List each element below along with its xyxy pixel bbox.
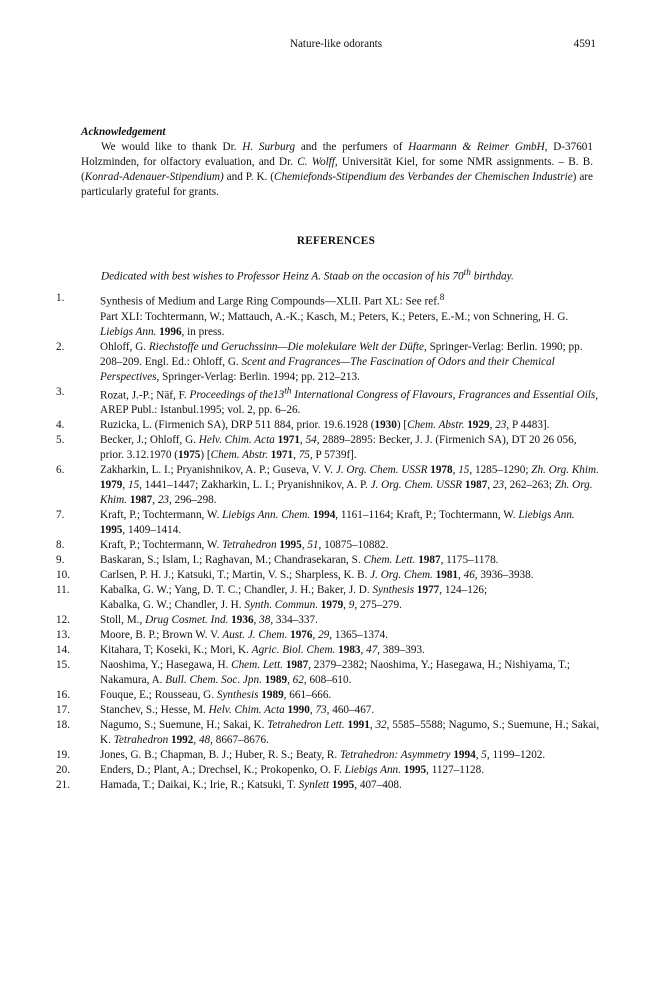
- reference-text: Hamada, T.; Daikai, K.; Irie, R.; Katsuki, T. Synlett 1995, 407–408.: [100, 779, 402, 792]
- acknowledgement-text: We would like to thank Dr. H. Surburg and the perfumers of Haarmann & Reimer GmbH, D-37601 Holzminden, for olfactory evaluation, and Dr. C. Wolff, Universität Kiel, for some NMR assignments. – B. B. (Konrad-Adenauer-Stipendium) and P. K. (Chemiefonds-Stipendium des Verbandes der Chemischen Industrie) are particularly grateful for grants.: [81, 141, 593, 198]
- reference-text: Synthesis of Medium and Large Ring Compounds—XLII. Part XL: See ref.$^8$ Part XLI: Tochtermann, W.; Mattauch, A.-K.; Kasch, M.; Peters, K.; Peters, E.-M.; von Schnering, H. G. Liebigs Ann. 1996, in press.: [100, 293, 569, 338]
- reference-text: Kitahara, T; Koseki, K.; Mori, K. Agric. Biol. Chem. 1983, 47, 389–393.: [100, 644, 425, 657]
- reference-text: Naoshima, Y.; Hasegawa, H. Chem. Lett. 1987, 2379–2382; Naoshima, Y.; Hasegawa, H.; Nishiyama, T.; Nakamura, A. Bull. Chem. Soc. Jpn. 1989, 62, 608–610.: [100, 659, 571, 687]
- reference-text: Kraft, P.; Tochtermann, W. Tetrahedron 1995, 51, 10875–10882.: [100, 539, 389, 552]
- reference-text: Enders, D.; Plant, A.; Drechsel, K.; Prokopenko, O. F. Liebigs Ann. 1995, 1127–1128.: [100, 764, 485, 777]
- references-heading: REFERENCES: [296, 235, 376, 247]
- reference-item: [56, 628, 600, 643]
- reference-number: 17.: [56, 704, 70, 717]
- reference-number: 12.: [56, 614, 70, 627]
- reference-number: 2.: [56, 340, 65, 353]
- reference-item: [56, 538, 600, 553]
- reference-item: [56, 643, 600, 658]
- reference-item: [56, 718, 600, 748]
- reference-number: 10.: [56, 569, 70, 582]
- reference-item: [56, 778, 600, 793]
- reference-number: 16.: [56, 689, 70, 702]
- reference-item: [56, 463, 600, 508]
- reference-number: 15.: [56, 659, 70, 672]
- reference-item: [56, 748, 600, 763]
- reference-item: [56, 658, 600, 688]
- reference-item: [56, 418, 600, 433]
- reference-number: 9.: [56, 554, 65, 567]
- reference-text: Jones, G. B.; Chapman, B. J.; Huber, R. S.; Beaty, R. Tetrahedron: Asymmetry 1994, 5, 1199–1202.: [100, 749, 546, 762]
- reference-text: Stanchev, S.; Hesse, M. Helv. Chim. Acta 1990, 73, 460–467.: [100, 704, 375, 717]
- reference-text: Moore, B. P.; Brown W. V. Aust. J. Chem. 1976, 29, 1365–1374.: [100, 629, 388, 642]
- page-number: 4591: [573, 38, 596, 50]
- acknowledgement-heading: Acknowledgement: [81, 126, 166, 138]
- reference-number: 8.: [56, 539, 65, 552]
- reference-number: 21.: [56, 779, 70, 792]
- reference-number: 13.: [56, 629, 70, 642]
- reference-item: [56, 553, 600, 568]
- reference-item: [56, 508, 600, 538]
- reference-text: Fouque, E.; Rousseau, G. Synthesis 1989, 661–666.: [100, 689, 332, 702]
- reference-item: [56, 385, 600, 419]
- reference-text: Kabalka, G. W.; Yang, D. T. C.; Chandler, J. H.; Baker, J. D. Synthesis 1977, 124–126; Kabalka, G. W.; Chandler, J. H. Synth. Commun. 1979, 9, 275–279.: [100, 584, 488, 612]
- reference-item: [56, 763, 600, 778]
- reference-item: [56, 613, 600, 628]
- reference-text: Ohloff, G. Riechstoffe und Geruchssinn—Die molekulare Welt der Düfte, Springer-Verlag: Berlin. 1990; pp. 208–209. Engl. Ed.: Ohloff, G. Scent and Fragrances—The Fascination of Odors and their Chemical Perspectives, Springer-Verlag: Berlin. 1994; pp. 212–213.: [100, 340, 583, 383]
- reference-list: [56, 291, 600, 793]
- reference-item: [56, 688, 600, 703]
- reference-text: Rozat, J.-P.; Näf, F. Proceedings of the13th International Congress of Flavours, Fragrances and Essential Oils, AREP Publ.: Istanbul.1995; vol. 2, pp. 6–26.: [100, 386, 599, 417]
- reference-number: 19.: [56, 749, 70, 762]
- reference-number: 20.: [56, 764, 70, 777]
- reference-text: Zakharkin, L. I.; Pryanishnikov, A. P.; Guseva, V. V. J. Org. Chem. USSR 1978, 15, 1285–1290; Zh. Org. Khim. 1979, 15, 1441–1447; Zakharkin, L. I.; Pryanishnikov, A. P. J. Org. Chem. USSR 1987, 23, 262–263; Zh. Org. Khim. 1987, 23, 296–298.: [100, 464, 599, 507]
- reference-text: Ruzicka, L. (Firmenich SA), DRP 511 884, prior. 19.6.1928 (1930) [Chem. Abstr. 1929, 23, P 4483].: [100, 419, 550, 432]
- reference-number: 6.: [56, 464, 65, 477]
- reference-item: [56, 340, 600, 385]
- acknowledgement-section: [81, 125, 593, 200]
- reference-number: 5.: [56, 434, 65, 447]
- reference-number: 4.: [56, 419, 65, 432]
- reference-number: 7.: [56, 509, 65, 522]
- reference-text: Carlsen, P. H. J.; Katsuki, T.; Martin, V. S.; Sharpless, K. B. J. Org. Chem. 1981, 46, 3936–3938.: [100, 569, 534, 582]
- reference-text: Nagumo, S.; Suemune, H.; Sakai, K. Tetrahedron Lett. 1991, 32, 5585–5588; Nagumo, S.; Suemune, H.; Sakai, K. Tetrahedron 1992, 48, 8667–8676.: [100, 719, 600, 747]
- running-title: Nature-like odorants: [289, 38, 383, 50]
- reference-number: 11.: [56, 584, 70, 597]
- reference-item: [56, 291, 600, 340]
- reference-number: 18.: [56, 719, 70, 732]
- reference-text: Kraft, P.; Tochtermann, W. Liebigs Ann. Chem. 1994, 1161–1164; Kraft, P.; Tochtermann, W. Liebigs Ann. 1995, 1409–1414.: [100, 509, 575, 537]
- reference-number: 14.: [56, 644, 70, 657]
- reference-number: 1.: [56, 292, 65, 304]
- reference-item: [56, 568, 600, 583]
- reference-number: 3.: [56, 385, 65, 398]
- reference-text: Baskaran, S.; Islam, I.; Raghavan, M.; Chandrasekaran, S. Chem. Lett. 1987, 1175–1178.: [100, 554, 499, 567]
- reference-item: [56, 583, 600, 613]
- reference-item: [56, 433, 600, 463]
- dedication: Dedicated with best wishes to Professor Heinz A. Staab on the occasion of his 70th birthday.: [101, 268, 514, 283]
- running-header: [0, 37, 672, 53]
- reference-text: Becker, J.; Ohloff, G. Helv. Chim. Acta 1971, 54, 2889–2895: Becker, J. J. (Firmenich SA), DT 20 26 056, prior. 3.12.1970 (1975) [Chem. Abstr. 1971, 75, P 5739f].: [100, 434, 577, 462]
- reference-item: [56, 703, 600, 718]
- reference-text: Stoll, M., Drug Cosmet. Ind. 1936, 38, 334–337.: [100, 614, 318, 627]
